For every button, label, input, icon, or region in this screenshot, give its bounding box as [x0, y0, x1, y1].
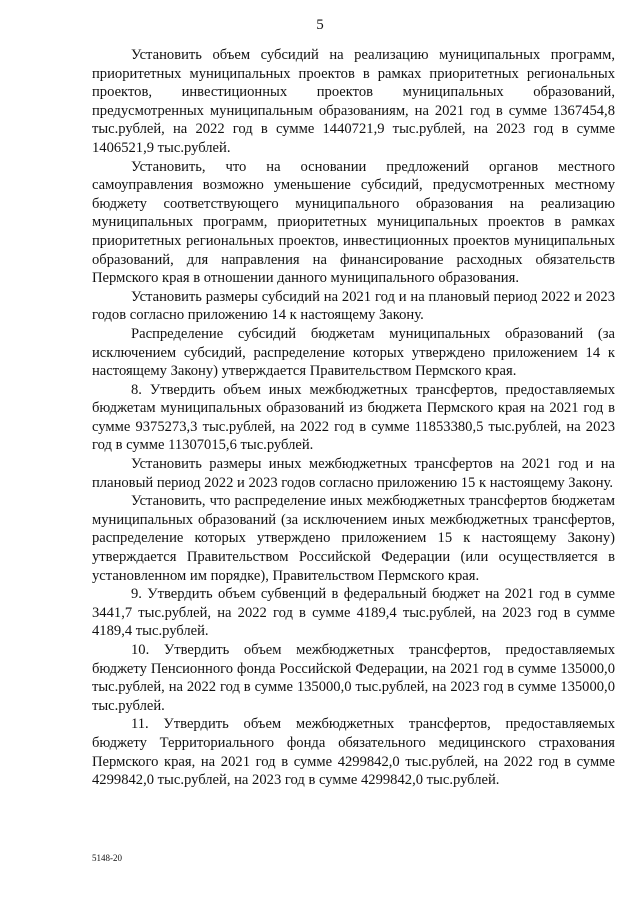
paragraph-subsidies-sizes: Установить размеры субсидий на 2021 год и на плановый период 2022 и 2023 годов согласно приложению 14 к настоящему Закону. — [92, 288, 615, 324]
paragraph-transfers-distribution: Установить, что распределение иных межбюджетных трансфертов бюджетам муниципальных образований (за исключением иных межбюджетных трансфертов, распределение которых утверждено приложением 15 к настоящему Закону) утверждается Правительством Российской Федерации (или осуществляется в установленном им порядке), Правительством Пермского края. — [92, 493, 615, 584]
paragraph-subsidies-volume: Установить объем субсидий на реализацию муниципальных программ, приоритетных муниципальных проектов в рамках приоритетных региональных проектов, инвестиционных проектов муниципальных образований, предусмотренных муниципальным образованиям, на 2021 год в сумме 1367454,8 тыс.рублей, на 2022 год в сумме 1440721,9 тыс.рублей, на 2023 год в сумме 1406521,9 тыс.рублей. — [92, 47, 615, 156]
paragraph-transfers-sizes: Установить размеры иных межбюджетных трансфертов на 2021 год и на плановый период 2022 и 2023 годов согласно приложению 15 к настоящему Закону. — [92, 456, 615, 491]
paragraph-subsidies-distribution: Распределение субсидий бюджетам муниципальных образований (за исключением субсидий, распределение которых утверждено приложением 14 к настоящему Закону) утверждается Правительством Пермского края. — [92, 325, 615, 380]
paragraph-item-9: 9. Утвердить объем субвенций в федеральный бюджет на 2021 год в сумме 3441,7 тыс.рублей, на 2022 год в сумме 4189,4 тыс.рублей, на 2023 год в сумме 4189,4 тыс.рублей. — [92, 586, 615, 640]
page-number: 5 — [316, 17, 324, 33]
paragraph-item-11: 11. Утвердить объем межбюджетных трансфертов, предоставляемых бюджету Территориального фонда обязательного медицинского страхования Пермского края, на 2021 год в сумме 4299842,0 тыс.рублей, на 2022 год в сумме 4299842,0 тыс.рублей, на 2023 год в сумме 4299842,0 тыс.рублей. — [92, 716, 615, 789]
paragraph-item-8: 8. Утвердить объем иных межбюджетных трансфертов, предоставляемых бюджетам муниципальных образований из бюджета Пермского края на 2021 год в сумме 9375273,3 тыс.рублей, на 2022 год в сумме 11853380,5 тыс.рублей, на 2023 год в сумме 11307015,6 тыс.рублей. — [92, 381, 615, 454]
paragraph-item-10: 10. Утвердить объем межбюджетных трансфертов, предоставляемых бюджету Пенсионного фонда Российской Федерации, на 2021 год в сумме 135000,0 тыс.рублей, на 2022 год в сумме 135000,0 тыс.рублей, на 2023 год в сумме 135000,0 тыс.рублей. — [92, 642, 615, 714]
document-body — [92, 46, 615, 790]
paragraph-subsidies-reduction: Установить, что на основании предложений органов местного самоуправления возможно уменьшение субсидий, предусмотренных местному бюджету соответствующего муниципального образования на реализацию муниципальных программ, приоритетных муниципальных проектов в рамках приоритетных региональных проектов, инвестиционных проектов муниципальных образований, для направления на финансирование расходных обязательств Пермского края в отношении данного муниципального образования. — [92, 158, 615, 287]
document-code: 5148-20 — [92, 853, 122, 863]
